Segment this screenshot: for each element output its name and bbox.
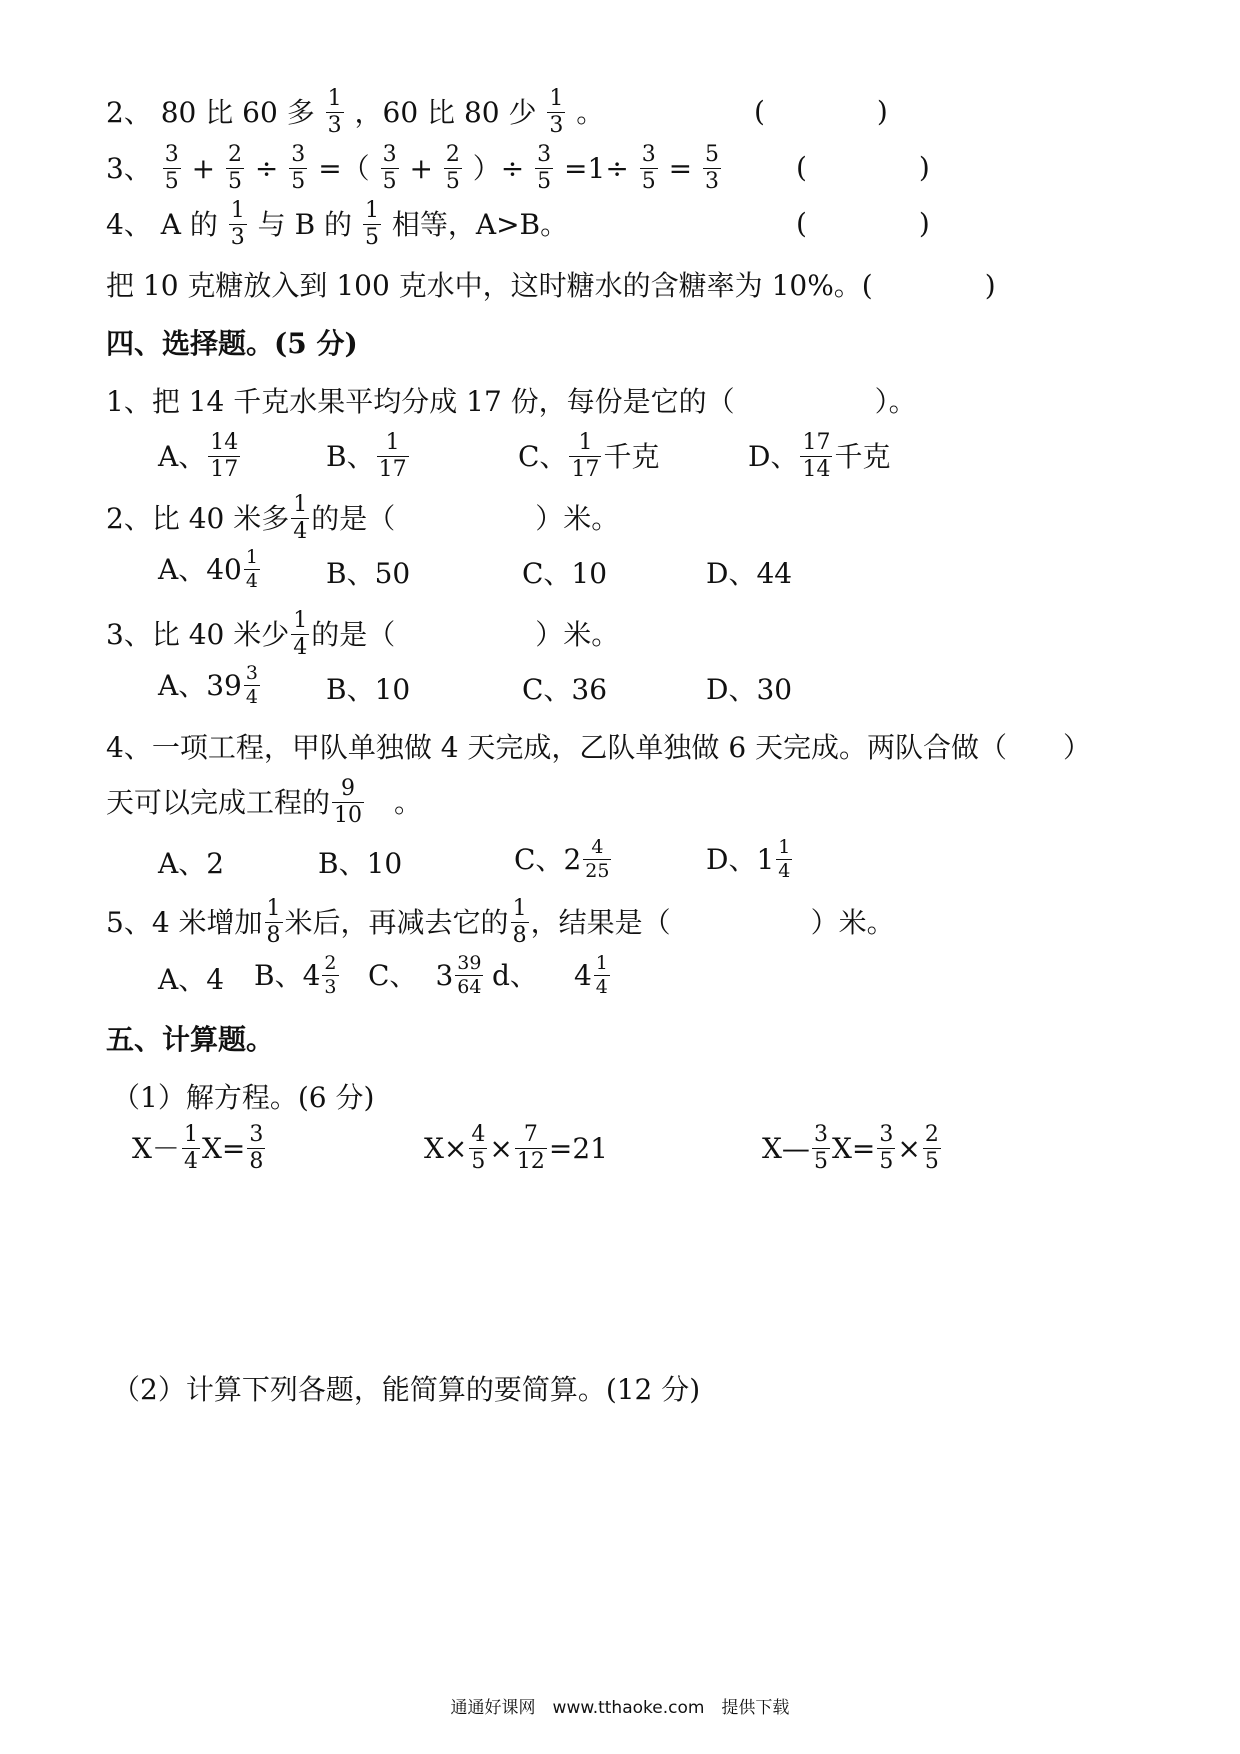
operator: =（ bbox=[318, 151, 370, 185]
fraction: $\frac{1}{3}$ bbox=[549, 86, 564, 138]
choice-question-3-stem: 3、比 40 米少 $\frac{1}{4}$ 的是（ ）米。 bbox=[106, 608, 620, 660]
choice-question-4-stem: 4、一项工程，甲队单独做 4 天完成，乙队单独做 6 天完成。两队合做（ ） bbox=[106, 731, 1092, 764]
option-c: C、10 bbox=[522, 557, 608, 590]
option-c: C、2 $\frac{4}{25}$ bbox=[514, 836, 610, 882]
fraction: $\frac{1}{5}$ bbox=[364, 198, 379, 250]
fraction: $\frac{1}{17}$ bbox=[378, 430, 407, 482]
judge-question-4 bbox=[106, 200, 1106, 250]
question-text: ，60 比 80 少 bbox=[354, 95, 537, 129]
calc-part-2-label: （2）计算下列各题，能简算的要简算。(12 分) bbox=[112, 1373, 701, 1406]
equation-1: X－ $\frac{1}{4}$ X= $\frac{3}{8}$ bbox=[132, 1122, 264, 1174]
option-b: B、10 bbox=[318, 847, 403, 880]
option-a: A、40 $\frac{1}{4}$ bbox=[158, 546, 258, 592]
answer-bracket: ( ) bbox=[754, 95, 888, 128]
fraction: $\frac{1}{8}$ bbox=[266, 896, 281, 948]
fraction: $\frac{2}{5}$ bbox=[445, 142, 460, 194]
fraction: $\frac{39}{64}$ bbox=[457, 952, 482, 998]
question-text: 。 bbox=[576, 95, 605, 129]
fraction: $\frac{2}{5}$ bbox=[924, 1122, 939, 1174]
option-c: C、36 bbox=[522, 673, 608, 706]
fraction: $\frac{1}{4}$ bbox=[293, 608, 308, 660]
option-d: D、30 bbox=[706, 673, 793, 706]
fraction: $\frac{3}{4}$ bbox=[245, 662, 258, 708]
fraction: $\frac{3}{5}$ bbox=[641, 142, 656, 194]
fraction: $\frac{17}{14}$ bbox=[802, 430, 831, 482]
page-footer: 通通好课网 www.tthaoke.com 提供下载 bbox=[450, 1698, 790, 1718]
operator: =1÷ bbox=[564, 151, 629, 185]
question-text: 80 比 60 多 bbox=[160, 95, 315, 129]
answer-bracket: ( ) bbox=[796, 207, 930, 240]
option-d: d、 4 $\frac{1}{4}$ bbox=[492, 952, 608, 998]
fraction: $\frac{3}{5}$ bbox=[164, 142, 179, 194]
choice-question-4-stem-continued: 天可以完成工程的 $\frac{9}{10}$ 。 bbox=[106, 776, 423, 828]
fraction: $\frac{5}{3}$ bbox=[704, 142, 719, 194]
fraction: $\frac{1}{4}$ bbox=[778, 836, 791, 882]
fraction: $\frac{1}{8}$ bbox=[512, 896, 527, 948]
answer-bracket: ( ) bbox=[796, 151, 930, 184]
operator: + bbox=[191, 151, 216, 185]
judge-question-3 bbox=[106, 144, 1106, 194]
fraction: $\frac{3}{5}$ bbox=[879, 1122, 894, 1174]
fraction: $\frac{3}{5}$ bbox=[813, 1122, 828, 1174]
choice-question-5-options bbox=[158, 954, 1058, 1010]
choice-question-1-options bbox=[158, 432, 1058, 488]
operator: + bbox=[409, 151, 433, 185]
section-title-calculation: 五、计算题。 bbox=[106, 1023, 275, 1056]
fraction: $\frac{1}{3}$ bbox=[327, 86, 342, 138]
fraction: $\frac{1}{4}$ bbox=[595, 952, 608, 998]
choice-question-5-stem: 5、4 米增加 $\frac{1}{8}$ 米后，再减去它的 $\frac{1}{8}$ ，结果是（ ）米。 bbox=[106, 896, 895, 948]
section-title-choice: 四、选择题。(5 分) bbox=[106, 327, 358, 360]
judge-question-2 bbox=[106, 88, 1106, 138]
option-a: A、2 bbox=[158, 847, 225, 880]
option-a: A、39 $\frac{3}{4}$ bbox=[158, 662, 258, 708]
option-b: B、50 bbox=[326, 557, 411, 590]
equation-2: X× $\frac{4}{5}$ × $\frac{7}{12}$ =21 bbox=[424, 1122, 608, 1174]
question-number: 2、 bbox=[106, 95, 152, 129]
choice-question-2-stem: 2、比 40 米多 $\frac{1}{4}$ 的是（ ）米。 bbox=[106, 492, 620, 544]
fraction: $\frac{1}{3}$ bbox=[230, 198, 245, 250]
option-d: D、 $\frac{17}{14}$ 千克 bbox=[748, 430, 891, 482]
question-number: 4、 bbox=[106, 207, 152, 241]
calc-part-1-label: （1）解方程。(6 分) bbox=[112, 1081, 375, 1114]
judge-question-5 bbox=[106, 270, 996, 300]
question-text: A 的 bbox=[160, 207, 218, 241]
fraction: $\frac{2}{3}$ bbox=[324, 952, 337, 998]
option-b: B、 $\frac{1}{17}$ bbox=[326, 430, 407, 482]
option-d: D、1 $\frac{1}{4}$ bbox=[706, 836, 791, 882]
question-text: 把 10 克糖放入到 100 克水中，这时糖水的含糖率为 10%。( ) bbox=[106, 268, 996, 302]
option-c: C、 $\frac{1}{17}$ 千克 bbox=[518, 430, 660, 482]
fraction: $\frac{1}{4}$ bbox=[183, 1122, 198, 1174]
option-a: A、4 bbox=[158, 963, 225, 996]
option-b: B、10 bbox=[326, 673, 411, 706]
question-text: 相等，A>B。 bbox=[391, 207, 569, 241]
equation-3: X— $\frac{3}{5}$ X= $\frac{3}{5}$ × $\frac{2}{5}$ bbox=[762, 1122, 939, 1174]
choice-question-1-stem: 1、把 14 千克水果平均分成 17 份，每份是它的（ ）。 bbox=[106, 385, 917, 418]
fraction: $\frac{1}{4}$ bbox=[245, 546, 258, 592]
fraction: $\frac{3}{5}$ bbox=[537, 142, 552, 194]
question-number: 3、 bbox=[106, 151, 152, 185]
option-c: C、 3 $\frac{39}{64}$ bbox=[368, 952, 482, 998]
option-a: A、 $\frac{14}{17}$ bbox=[158, 430, 239, 482]
fraction: $\frac{7}{12}$ bbox=[516, 1122, 545, 1174]
fraction: $\frac{3}{8}$ bbox=[249, 1122, 264, 1174]
fraction: $\frac{14}{17}$ bbox=[210, 430, 239, 482]
operator: ）÷ bbox=[472, 151, 525, 185]
operator: ÷ bbox=[254, 151, 279, 185]
choice-question-3-options bbox=[158, 664, 1058, 720]
fraction: $\frac{4}{5}$ bbox=[471, 1122, 486, 1174]
option-d: D、44 bbox=[706, 557, 793, 590]
fraction: $\frac{3}{5}$ bbox=[291, 142, 306, 194]
fraction: $\frac{4}{25}$ bbox=[585, 836, 610, 882]
fraction: $\frac{1}{17}$ bbox=[571, 430, 600, 482]
fraction: $\frac{2}{5}$ bbox=[228, 142, 243, 194]
operator: = bbox=[668, 151, 693, 185]
choice-question-4-options bbox=[158, 838, 1058, 894]
question-text: 与 B 的 bbox=[257, 207, 353, 241]
option-b: B、4 $\frac{2}{3}$ bbox=[254, 952, 337, 998]
fraction: $\frac{3}{5}$ bbox=[382, 142, 397, 194]
choice-question-2-options bbox=[158, 548, 1058, 604]
fraction: $\frac{1}{4}$ bbox=[293, 492, 308, 544]
fraction: $\frac{9}{10}$ bbox=[334, 776, 363, 828]
